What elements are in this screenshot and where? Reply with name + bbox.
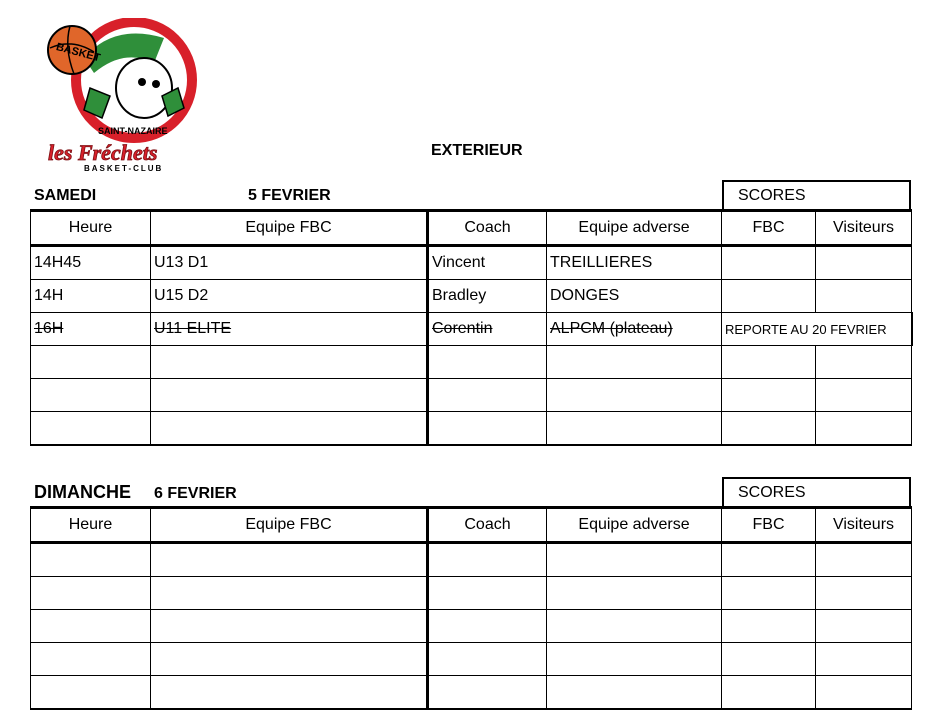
cell-heure: 16H [31,313,151,346]
col-equipe-fbc: Equipe FBC [151,508,428,543]
cell-equipe [151,543,428,577]
col-fbc-score: FBC [722,211,816,246]
cell-fbc [722,280,816,313]
cell-adverse [547,577,722,610]
cell-fbc [722,412,816,446]
table-row [31,577,912,610]
cell-equipe: U13 D1 [151,246,428,280]
cell-heure [31,610,151,643]
cell-visiteurs [816,379,912,412]
cell-heure [31,577,151,610]
table-row [31,412,912,446]
table-row [31,643,912,676]
cell-visiteurs [816,280,912,313]
cell-heure [31,412,151,446]
cell-heure [31,643,151,676]
cell-fbc [722,246,816,280]
cell-adverse [547,412,722,446]
cell-visiteurs [816,543,912,577]
cell-fbc [722,643,816,676]
col-equipe-fbc: Equipe FBC [151,211,428,246]
table-row [31,246,912,280]
sunday-scores-header [722,477,911,507]
col-equipe-adverse: Equipe adverse [547,508,722,543]
cell-heure [31,676,151,710]
col-visiteurs-score: Visiteurs [816,211,912,246]
cell-visiteurs [816,577,912,610]
saturday-table [30,209,913,446]
cell-fbc [722,610,816,643]
scores-label: SCORES [738,187,806,204]
cell-coach: Bradley [428,280,547,313]
cell-heure [31,379,151,412]
cell-adverse [547,379,722,412]
cell-fbc [722,676,816,710]
cell-equipe [151,610,428,643]
saturday-day-label: SAMEDI [34,187,97,204]
cell-equipe [151,379,428,412]
cell-fbc [722,577,816,610]
cell-coach [428,577,547,610]
cell-fbc [722,379,816,412]
cell-visiteurs [816,346,912,379]
cell-heure [31,543,151,577]
cell-adverse [547,346,722,379]
cell-fbc [722,346,816,379]
club-logo [44,18,216,174]
cell-coach: Corentin [428,313,547,346]
cell-coach [428,643,547,676]
col-coach: Coach [428,508,547,543]
cell-adverse [547,610,722,643]
cell-coach [428,610,547,643]
cell-equipe: U11 ELITE [151,313,428,346]
cell-fbc [722,543,816,577]
svg-text:SAINT-NAZAIRE: SAINT-NAZAIRE [98,126,168,136]
page-title: EXTERIEUR [431,142,523,159]
col-heure: Heure [31,508,151,543]
table-row [31,676,912,710]
cell-adverse [547,676,722,710]
table-header-row [31,508,912,543]
cell-adverse: ALPCM (plateau) [547,313,722,346]
cell-visiteurs [816,246,912,280]
col-fbc-score: FBC [722,508,816,543]
cell-visiteurs [816,676,912,710]
col-equipe-adverse: Equipe adverse [547,211,722,246]
cell-equipe [151,577,428,610]
sunday-table [30,506,912,710]
table-row [31,610,912,643]
scores-label: SCORES [738,484,806,501]
svg-text:BASKET-CLUB: BASKET-CLUB [84,164,164,173]
cell-coach: Vincent [428,246,547,280]
saturday-scores-header [722,180,911,210]
cell-coach [428,346,547,379]
cell-coach [428,412,547,446]
table-header-row [31,211,912,246]
col-visiteurs-score: Visiteurs [816,508,912,543]
cell-adverse [547,543,722,577]
cell-heure [31,346,151,379]
col-heure: Heure [31,211,151,246]
sunday-date-label: 6 FEVRIER [154,485,237,502]
cell-visiteurs [816,412,912,446]
cell-equipe [151,676,428,710]
saturday-date-label: 5 FEVRIER [248,187,331,204]
table-row [31,379,912,412]
svg-text:BASKET: BASKET [54,41,102,65]
sunday-day-label: DIMANCHE [34,482,131,502]
cell-heure: 14H45 [31,246,151,280]
cell-coach [428,543,547,577]
col-coach: Coach [428,211,547,246]
cell-equipe [151,346,428,379]
cell-adverse: DONGES [547,280,722,313]
table-row [31,543,912,577]
cell-equipe: U15 D2 [151,280,428,313]
cell-adverse [547,643,722,676]
cell-coach [428,676,547,710]
cell-visiteurs [816,610,912,643]
table-row [31,346,912,379]
cell-adverse: TREILLIERES [547,246,722,280]
cell-equipe [151,643,428,676]
cell-visiteurs [816,643,912,676]
table-row [31,280,912,313]
cell-coach [428,379,547,412]
table-row [31,313,912,346]
cell-heure: 14H [31,280,151,313]
svg-text:les Fréchets: les Fréchets [48,140,158,165]
cell-postponed-note: REPORTE AU 20 FEVRIER [722,313,912,346]
cell-equipe [151,412,428,446]
